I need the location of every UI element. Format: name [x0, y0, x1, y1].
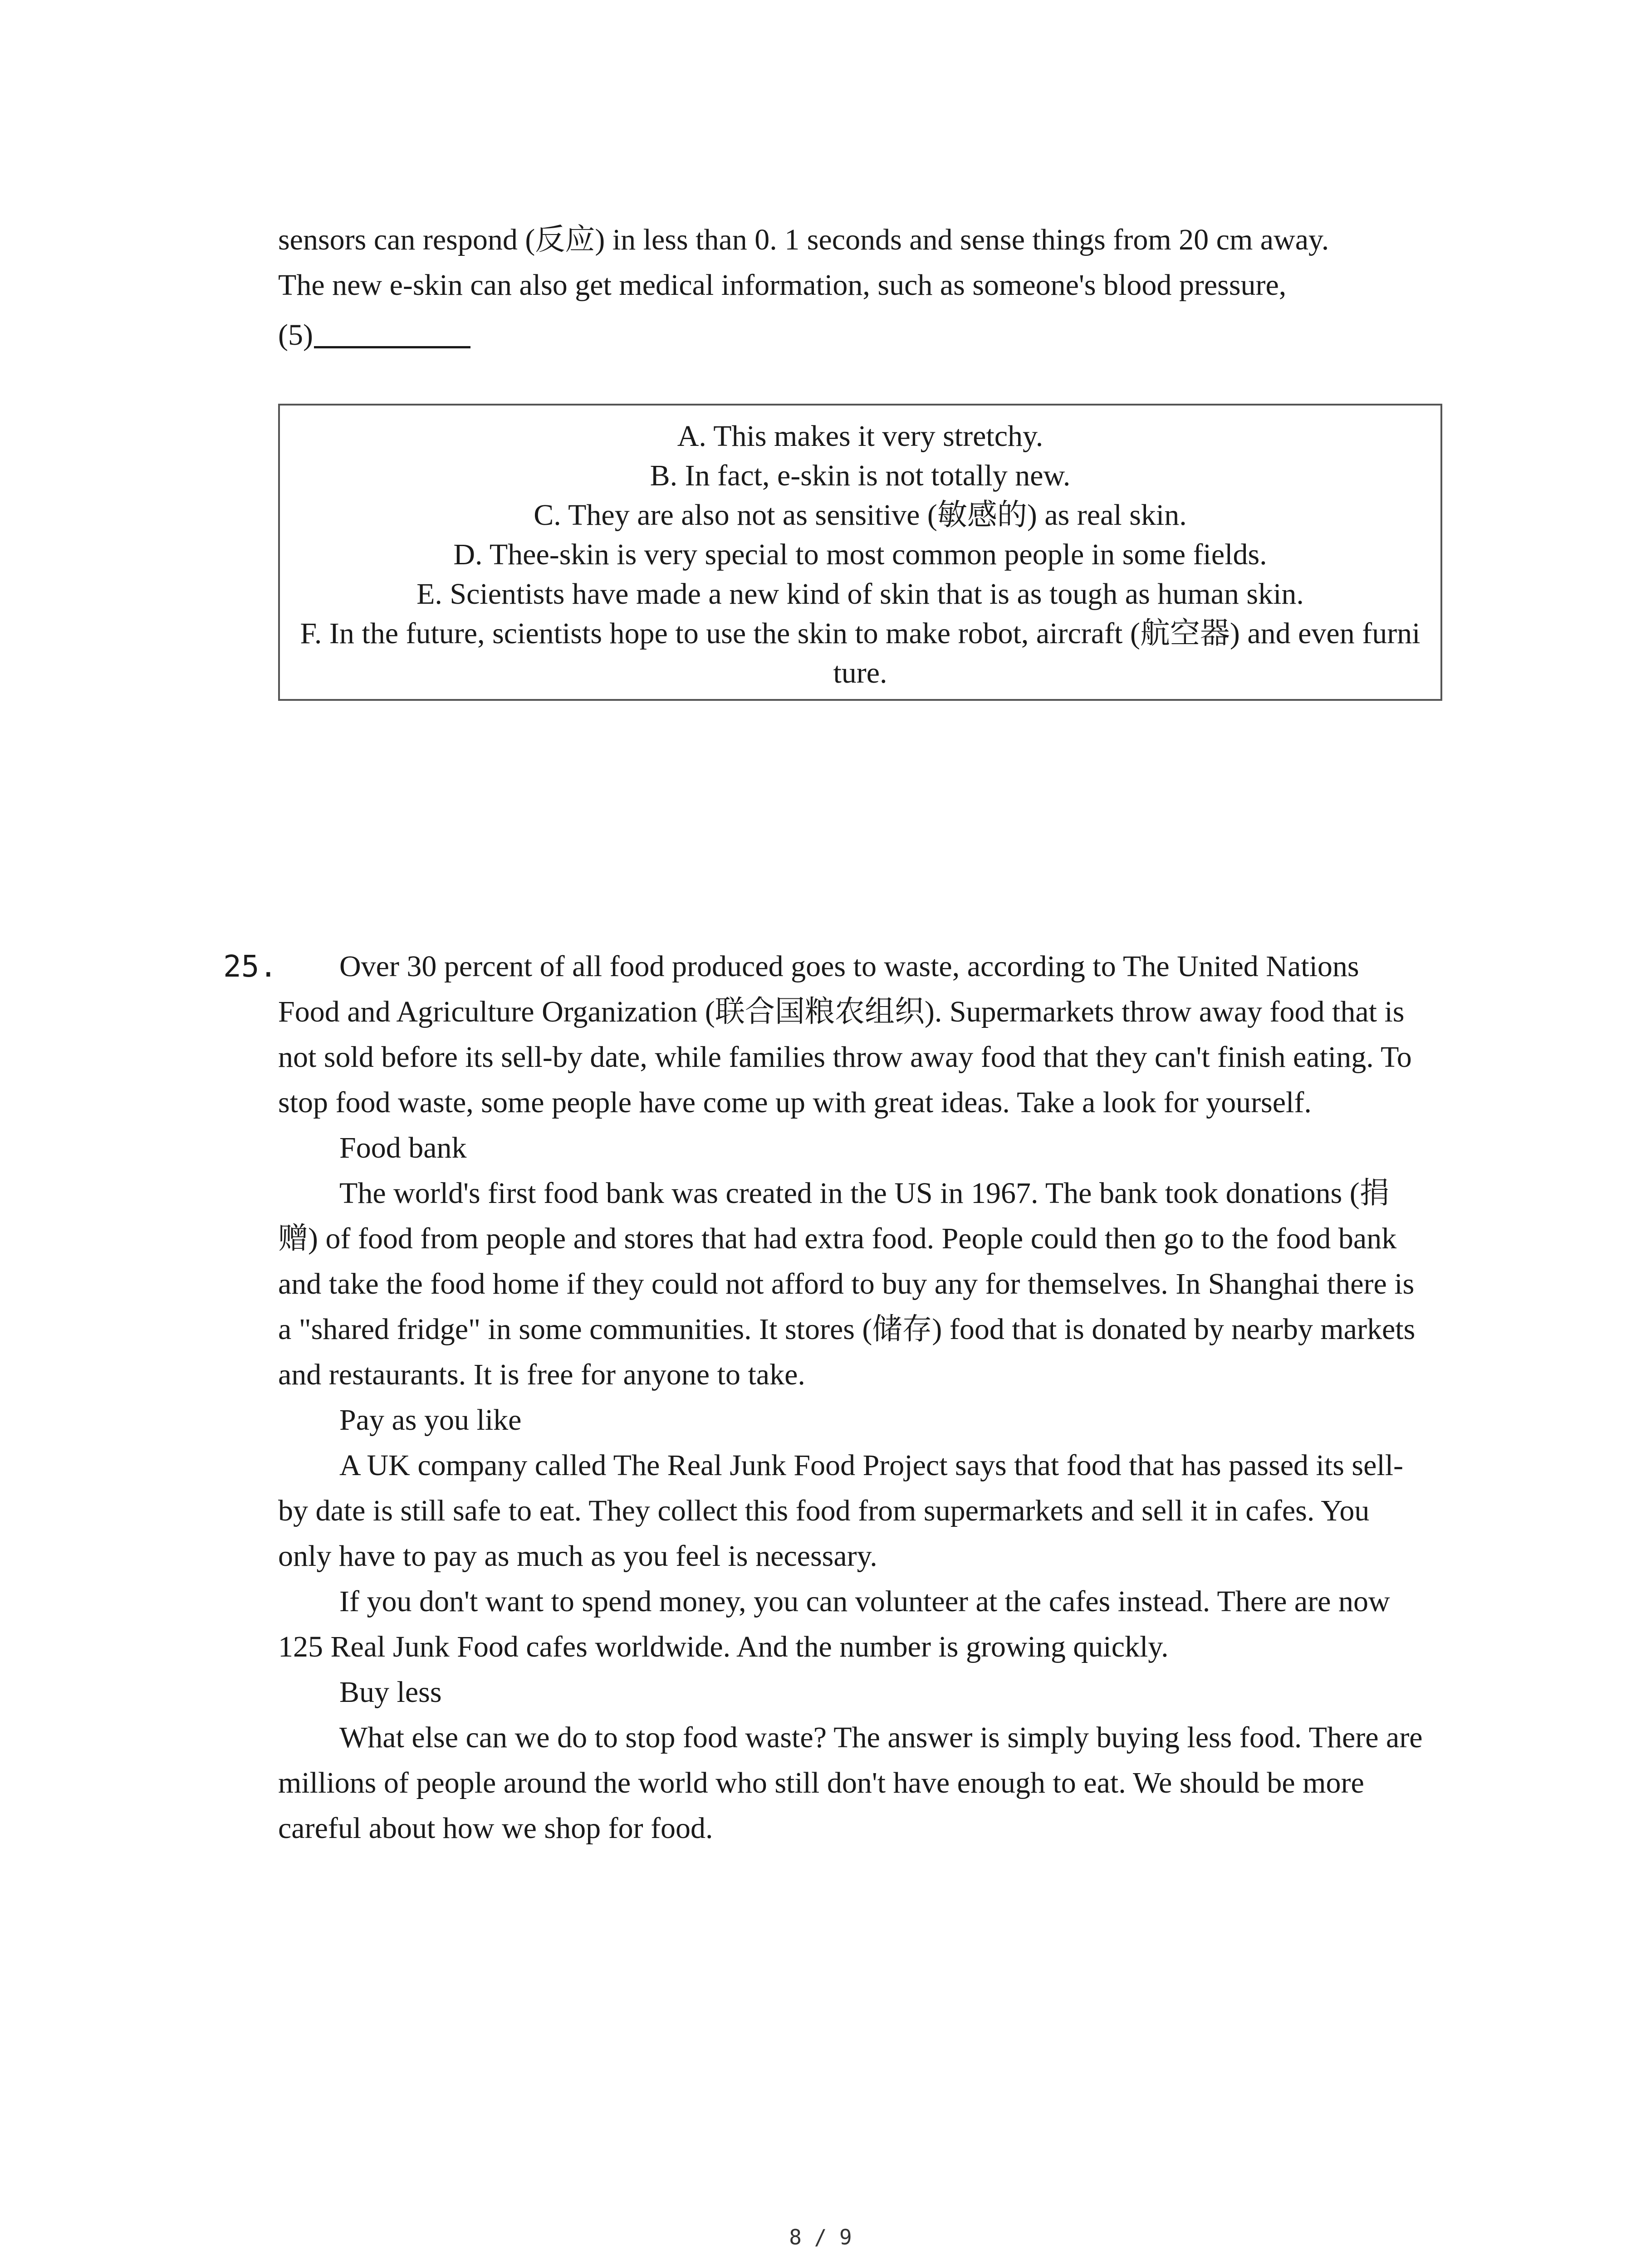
option-c: C. They are also not as sensitive (敏感的) as real skin. — [534, 499, 1187, 532]
option-f: F. In the future, scientists hope to use the skin to make robot, aircraft (航空器) and even furni — [300, 617, 1421, 650]
passage-line: Over 30 percent of all food produced goes to waste, according to The United Nations — [339, 950, 1359, 983]
passage-line: and take the food home if they could not afford to buy any for themselves. In Shanghai there is — [278, 1267, 1415, 1300]
option-e: E. Scientists have made a new kind of skin that is as tough as human skin. — [416, 577, 1304, 611]
passage-line: and restaurants. It is free for anyone to take. — [278, 1358, 805, 1391]
passage-line: The world's first food bank was created in the US in 1967. The bank took donations (捐 — [339, 1177, 1390, 1210]
passage-line: by date is still safe to eat. They collect this food from supermarkets and sell it in cafes. You — [278, 1494, 1370, 1527]
option-b: B. In fact, e-skin is not totally new. — [650, 459, 1071, 492]
option-a: A. This makes it very stretchy. — [677, 420, 1043, 453]
passage-line: A UK company called The Real Junk Food Project says that food that has passed its sell- — [339, 1449, 1404, 1482]
passage-line: If you don't want to spend money, you can volunteer at the cafes instead. There are now — [339, 1585, 1390, 1618]
passage-line: 赠) of food from people and stores that had extra food. People could then go to the food bank — [278, 1222, 1397, 1255]
section-heading: Food bank — [339, 1131, 467, 1164]
answer-blank — [314, 346, 470, 348]
blank-5 — [278, 320, 470, 350]
passage-line: sensors can respond (反应) in less than 0. 1 seconds and sense things from 20 cm away. — [278, 223, 1329, 256]
passage-line: The new e-skin can also get medical information, such as someone's blood pressure, — [278, 269, 1287, 302]
page-number: 8 / 9 — [789, 2225, 852, 2249]
passage-line: What else can we do to stop food waste? The answer is simply buying less food. There are — [339, 1721, 1423, 1754]
passage-line: 125 Real Junk Food cafes worldwide. And the number is growing quickly. — [278, 1630, 1169, 1663]
blank-label: (5) — [278, 318, 313, 352]
passage-line: Food and Agriculture Organization (联合国粮农组织). Supermarkets throw away food that is — [278, 995, 1405, 1028]
passage-line: stop food waste, some people have come up with great ideas. Take a look for yourself. — [278, 1086, 1312, 1119]
option-d: D. Thee-skin is very special to most common people in some fields. — [453, 538, 1267, 571]
options-box — [278, 404, 1442, 701]
passage-line: not sold before its sell-by date, while families throw away food that they can't finish eating. To — [278, 1041, 1412, 1074]
passage-line: a "shared fridge" in some communities. It stores (储存) food that is donated by nearby markets — [278, 1313, 1416, 1346]
option-f-continued: ture. — [833, 656, 887, 689]
question-number: 25. — [223, 949, 278, 984]
passage-line: only have to pay as much as you feel is necessary. — [278, 1540, 877, 1573]
passage-line: millions of people around the world who still don't have enough to eat. We should be more — [278, 1766, 1364, 1799]
section-heading: Pay as you like — [339, 1403, 522, 1437]
section-heading: Buy less — [339, 1676, 442, 1709]
passage-line: careful about how we shop for food. — [278, 1812, 713, 1845]
